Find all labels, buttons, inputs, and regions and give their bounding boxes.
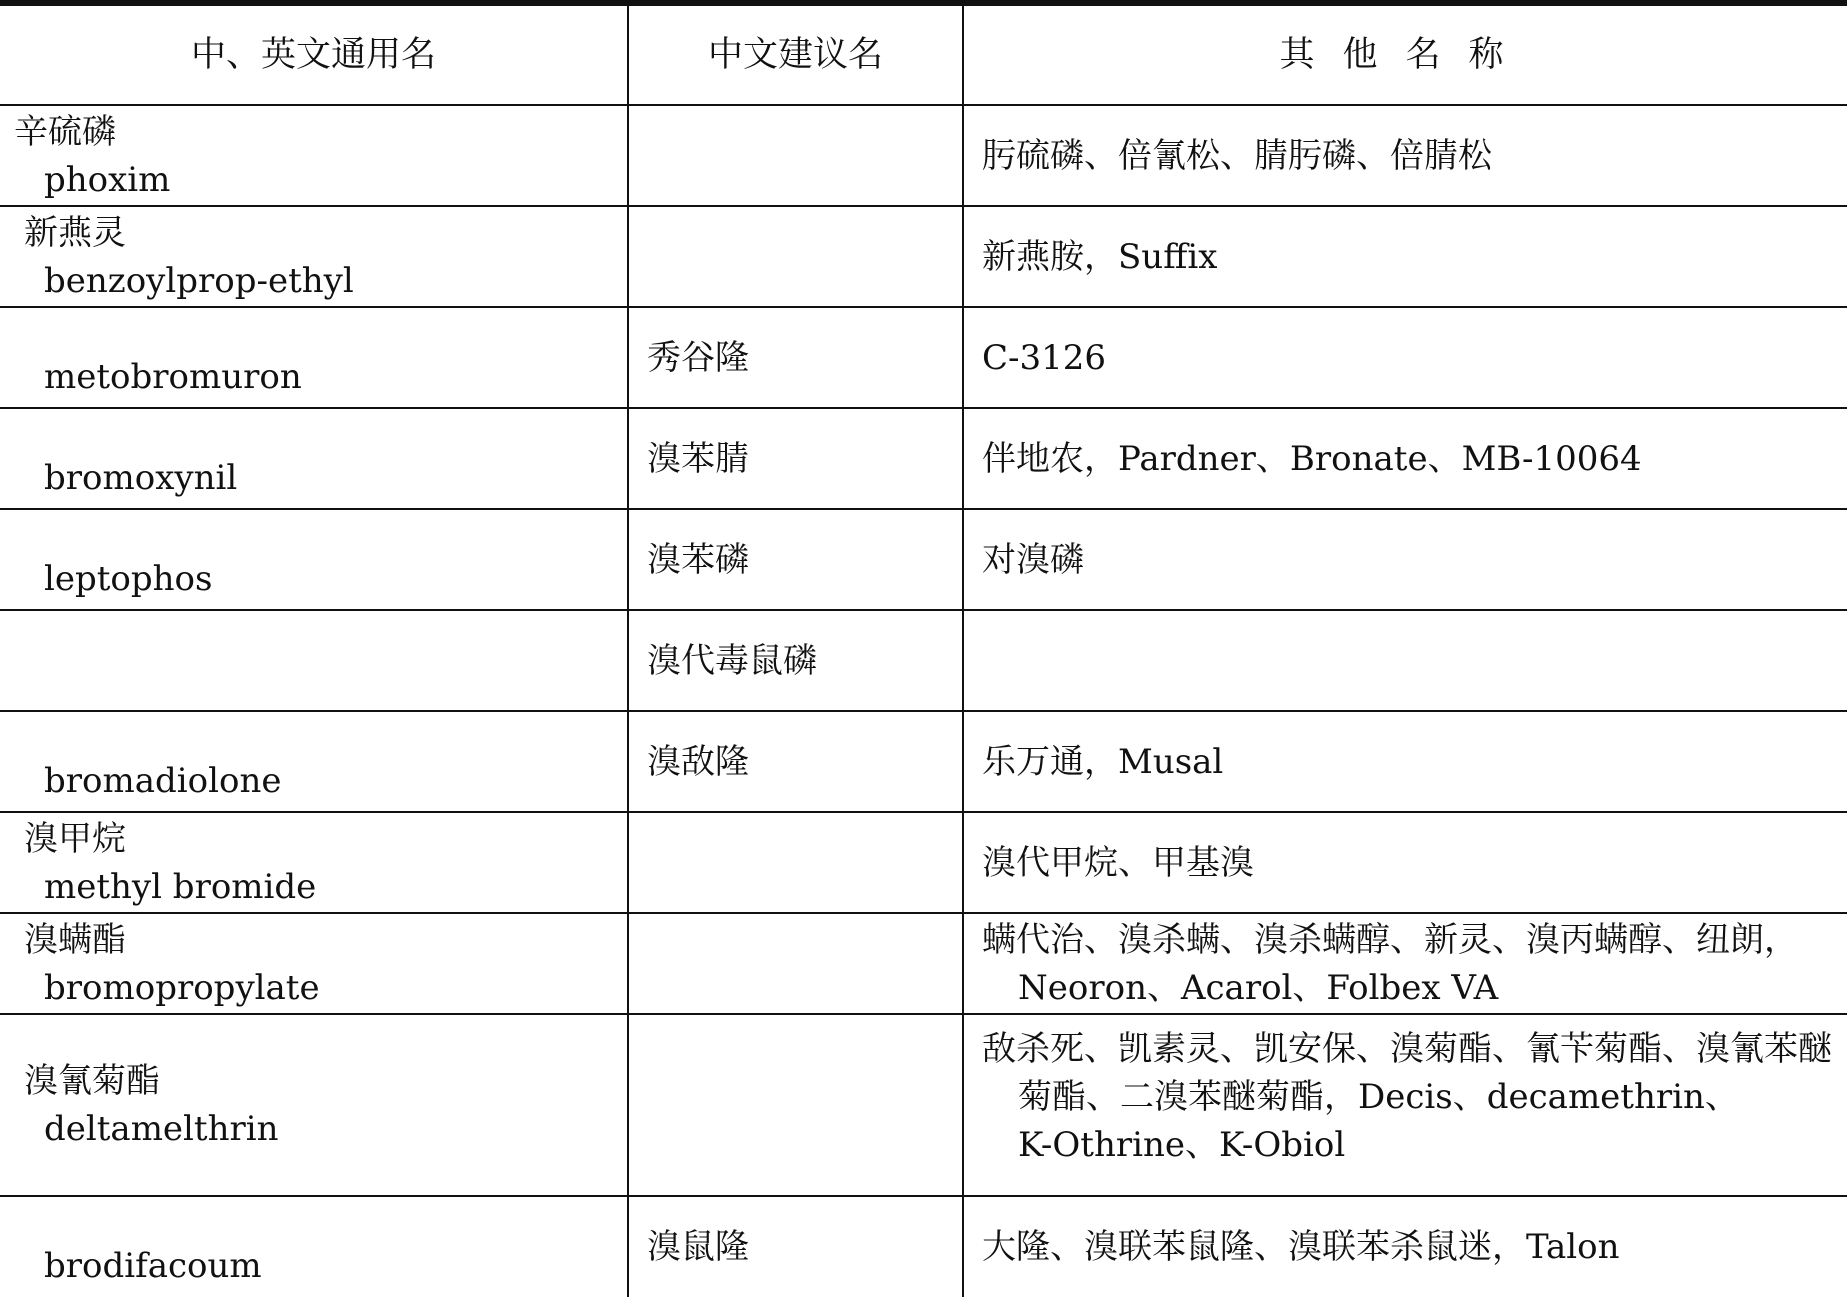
proposed-name-cell [628,408,963,509]
other-names-cell [963,711,1847,812]
proposed-name: 溴苯腈 [647,438,749,479]
other-names-line: 新燕胺，Suffix [982,236,1218,277]
chinese-common-name: 溴甲烷 [24,818,126,859]
chinese-common-name: 溴氰菊酯 [24,1061,160,1101]
common-name-cell [0,610,628,711]
table-row [0,105,1847,206]
proposed-name-cell [628,509,963,610]
common-name-cell [0,509,628,610]
table-row [0,307,1847,408]
chinese-common-name: 辛硫磷 [14,111,116,152]
other-names-line: 肟硫磷、倍氰松、腈肟磷、倍腈松 [982,135,1492,176]
other-names-line: 伴地农，Pardner、Bronate、MB-10064 [982,438,1642,479]
proposed-name-cell [628,1196,963,1297]
other-names-line: 溴代甲烷、甲基溴 [982,842,1254,883]
other-names-line: 乐万通，Musal [982,741,1224,782]
other-names-cell [963,913,1847,1014]
table-row [0,812,1847,913]
other-names-line: 对溴磷 [982,539,1084,580]
english-common-name: metobromuron [44,356,302,397]
other-names-line: 菊酯、二溴苯醚菊酯，Decis、decamethrin、 [1018,1077,1739,1117]
proposed-name-cell [628,206,963,307]
other-names-line: Neoron、Acarol、Folbex VA [1018,967,1499,1008]
other-names [964,839,1847,887]
header-common-name: 中、英文通用名 [0,5,628,105]
other-names-line: C-3126 [982,337,1107,378]
table-row [0,1014,1847,1196]
other-names-cell [963,1196,1847,1297]
proposed-name: 溴鼠隆 [647,1227,749,1267]
table-row [0,408,1847,509]
pesticide-names-table [0,4,1847,1297]
table-row [0,206,1847,307]
header-other-names: 其他名称 [963,5,1847,105]
english-common-name: phoxim [44,159,171,200]
other-names [964,738,1847,786]
other-names [964,536,1847,584]
other-names [964,334,1847,382]
other-names [964,132,1847,180]
common-name-cell [0,105,628,206]
proposed-name-cell [628,812,963,913]
common-name-cell [0,1196,628,1297]
proposed-name: 溴苯磷 [647,539,749,580]
table-row [0,509,1847,610]
other-names [964,233,1847,281]
chinese-common-name: 新燕灵 [24,212,126,253]
common-name-cell [0,711,628,812]
other-names-cell [963,610,1847,711]
english-common-name: leptophos [44,558,213,599]
other-names-line: K-Othrine、K-Obiol [1018,1125,1346,1165]
other-names [964,1025,1847,1169]
other-names [964,1223,1847,1271]
common-name-cell [0,913,628,1014]
other-names [964,916,1847,1012]
other-names [964,435,1847,483]
other-names-cell [963,812,1847,913]
common-name-cell [0,1014,628,1196]
common-name-cell [0,206,628,307]
other-names-cell [963,1014,1847,1196]
chinese-common-name: 溴螨酯 [24,919,126,960]
other-names-cell [963,509,1847,610]
table-header-row [0,5,1847,105]
other-names-line: 大隆、溴联苯鼠隆、溴联苯杀鼠迷，Talon [982,1227,1620,1267]
english-common-name: bromoxynil [44,457,238,498]
common-name-cell [0,307,628,408]
english-common-name: brodifacoum [44,1246,262,1286]
proposed-name: 溴代毒鼠磷 [647,640,817,681]
table-row [0,913,1847,1014]
proposed-name-cell [628,913,963,1014]
proposed-name-cell [628,1014,963,1196]
proposed-name-cell [628,711,963,812]
english-common-name: bromadiolone [44,760,282,801]
common-name-cell [0,408,628,509]
other-names-cell [963,206,1847,307]
header-proposed-name: 中文建议名 [628,5,963,105]
table-row [0,610,1847,711]
common-name-cell [0,812,628,913]
proposed-name-cell [628,610,963,711]
english-common-name: benzoylprop-ethyl [44,260,354,301]
table-row [0,711,1847,812]
proposed-name-cell [628,105,963,206]
proposed-name: 溴敌隆 [647,741,749,782]
proposed-name-cell [628,307,963,408]
english-common-name: deltamelthrin [44,1109,279,1149]
other-names-line: 螨代治、溴杀螨、溴杀螨醇、新灵、溴丙螨醇、纽朗， [982,919,1798,960]
other-names-cell [963,105,1847,206]
other-names-cell [963,307,1847,408]
proposed-name: 秀谷隆 [647,337,749,378]
other-names-cell [963,408,1847,509]
table-row [0,1196,1847,1297]
english-common-name: methyl bromide [44,866,317,907]
english-common-name: bromopropylate [44,967,320,1008]
other-names-line: 敌杀死、凯素灵、凯安保、溴菊酯、氰苄菊酯、溴氰苯醚 [982,1029,1832,1069]
